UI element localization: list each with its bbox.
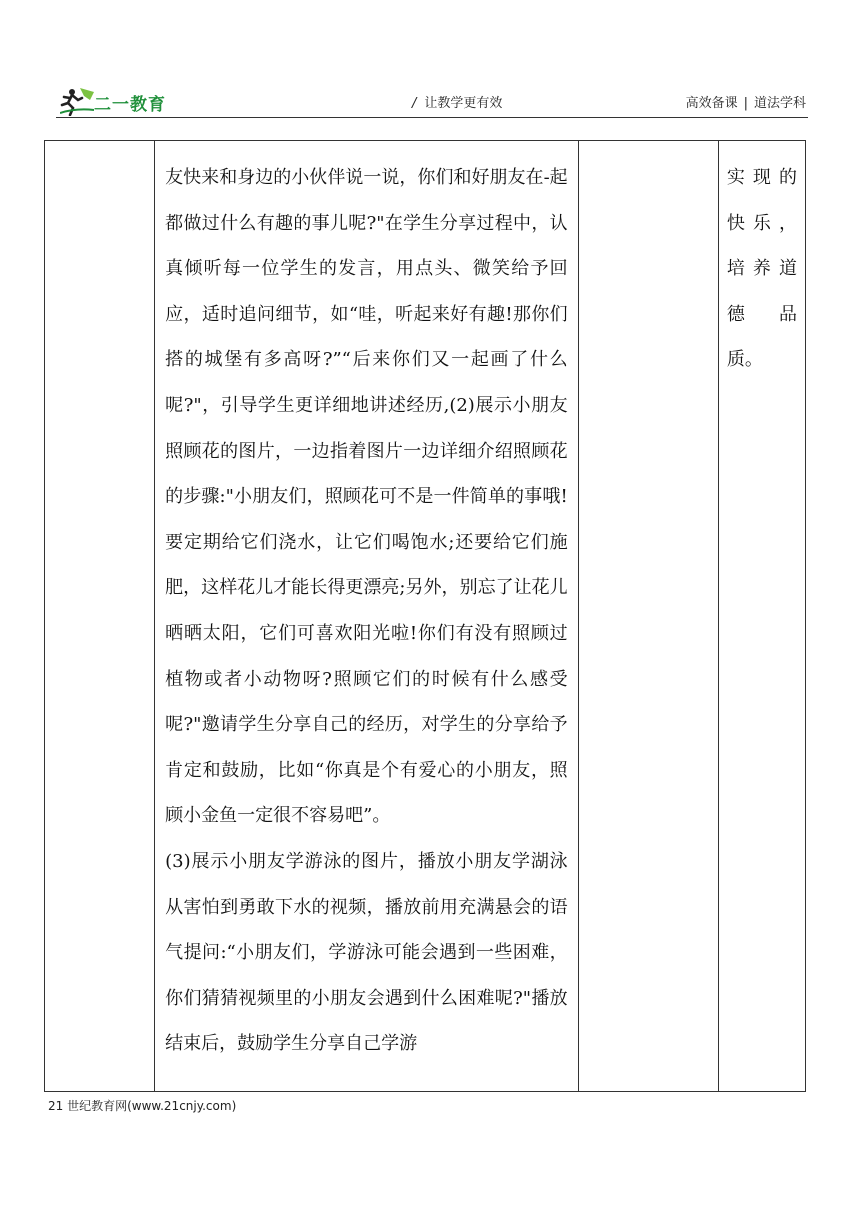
table-row (45, 141, 806, 1092)
student-activity-cell (578, 141, 718, 1092)
runner-logo-icon (60, 86, 96, 116)
activity-paragraph-2: (3)展示小朋友学游泳的图片，播放小朋友学湖泳从害怕到勇敢下水的视频，播放前用充满悬会的语气提问:“小朋友们，学游泳可能会遇到一些困难，你们猜猜视频里的小朋友会遇到什么困难呢?"播放结束后，鼓励学生分享自己学游 (165, 850, 568, 1055)
header-subject (686, 92, 806, 111)
teacher-activity-cell (155, 141, 579, 1092)
page-footer: 21 世纪教育网(www.21cnjy.com) (48, 1099, 237, 1113)
slogan-separator: / (412, 96, 417, 111)
header-rule (56, 117, 808, 118)
page-header (0, 0, 860, 120)
category-label: 高效备课 (685, 96, 738, 111)
slogan-text: 让教学更有效 (424, 96, 503, 111)
header-slogan (412, 92, 502, 111)
subject-label: 道法学科 (753, 96, 806, 111)
header-divider: | (743, 96, 748, 111)
activity-paragraph-1: 友快来和身边的小伙伴说一说，你们和好朋友在-起都做过什么有趣的事儿呢?"在学生分享过程中，认真倾听每一位学生的发言，用点头、微笑给予回应，适时追问细节，如“哇，听起来好有趣!那你们搭的城堡有多高呀?”“后来你们又一起画了什么呢?"，引导学生更详细地讲述经历,(2)展示小朋友照顾花的图片，一边指着图片一边详细介绍照顾花的步骤:"小朋友们，照顾花可不是一件简单的事哦!要定期给它们浇水，让它们喝饱水;还要给它们施肥，这样花儿才能长得更漂亮;另外，别忘了让花儿晒晒太阳，它们可喜欢阳光啦!你们有没有照顾过植物或者小动物呀?照顾它们的时候有什么感受呢?"邀请学生分享自己的经历，对学生的分享给予肯定和鼓励，比如“你真是个有爱心的小朋友，照顾小金鱼一定很不容易吧”。 (165, 167, 568, 827)
design-intent-end: 质。 (726, 349, 763, 371)
design-intent-text: 实现的快乐，培养道德品 (726, 167, 797, 325)
logo-text: 二一教育 (94, 95, 166, 115)
design-intent-cell (718, 141, 805, 1092)
stage-cell (45, 141, 155, 1092)
lesson-table (44, 140, 806, 1092)
